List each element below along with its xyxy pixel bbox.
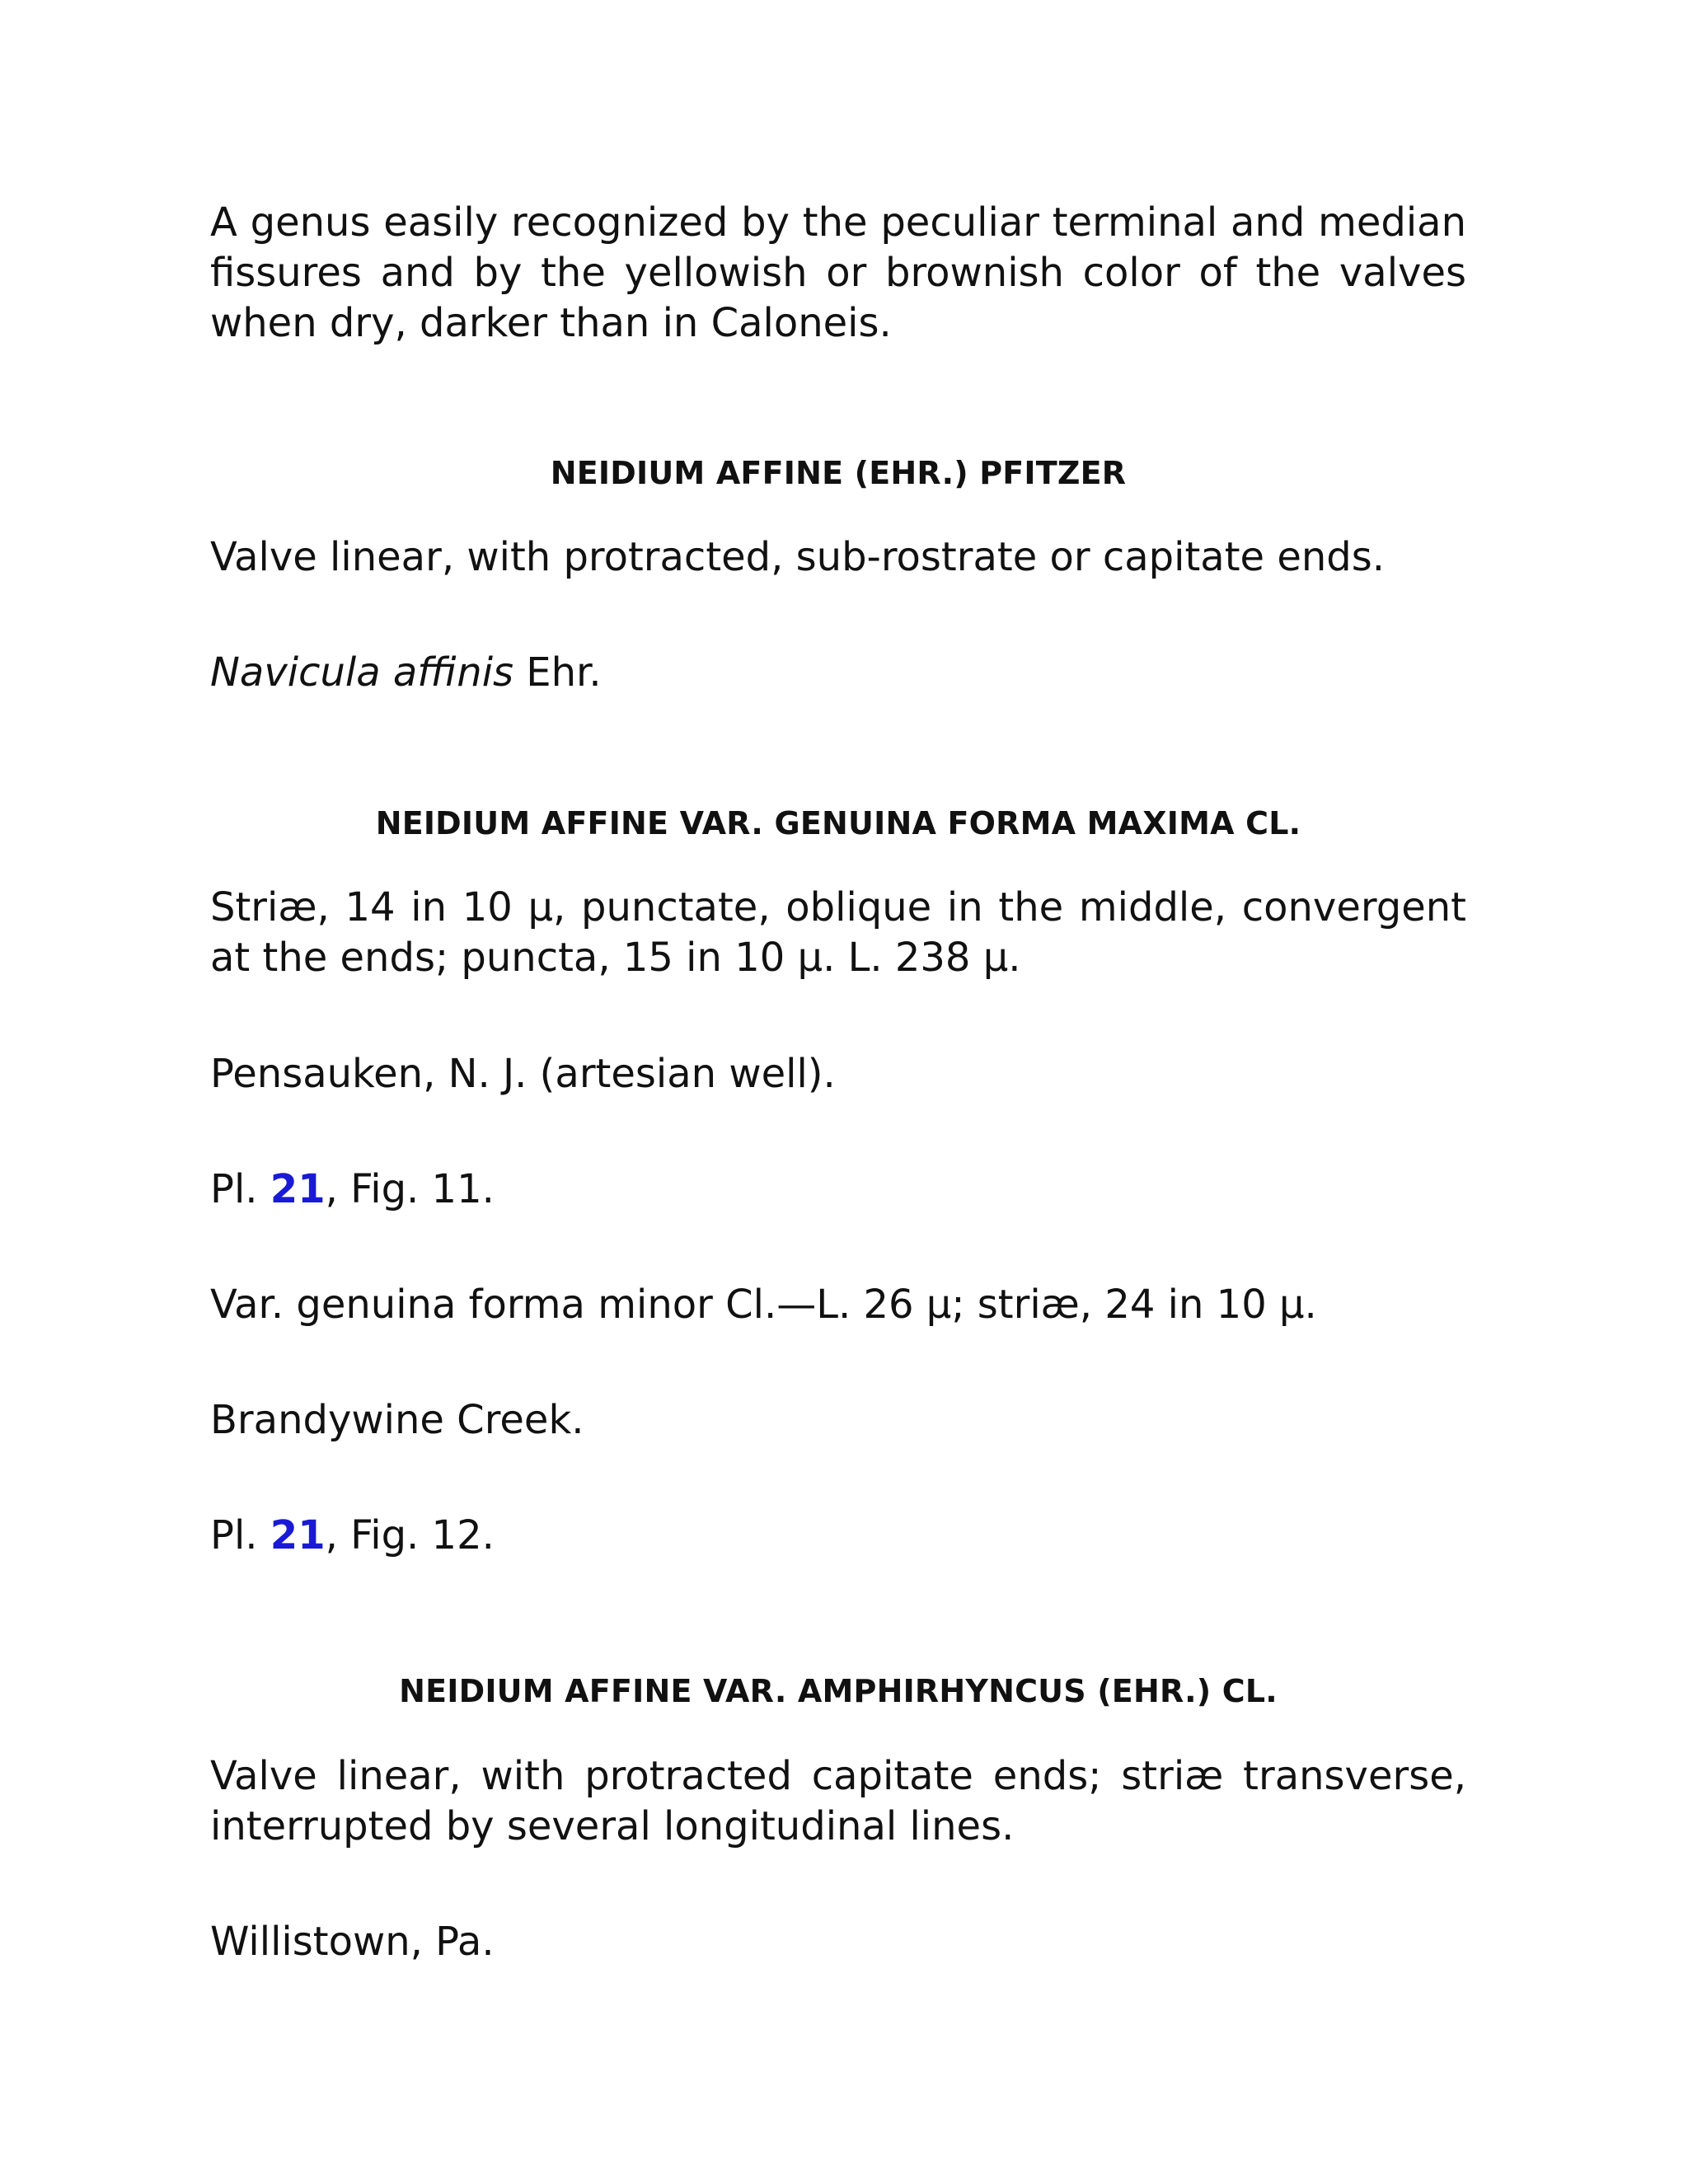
species-heading-affine: NEIDIUM AFFINE (EHR.) PFITZER <box>550 455 1127 491</box>
locality-willistown: Willistown, Pa. <box>210 1919 495 1965</box>
plate-21-link[interactable]: 21 <box>270 1512 326 1558</box>
species-description-genuina-maxima: Striæ, 14 in 10 μ, punctate, oblique in the middle, convergent at the ends; puncta, 15 in 10 μ. L. 238 μ. <box>210 884 1466 981</box>
plate-reference-fig12 <box>210 1511 1466 1561</box>
synonym-line <box>210 648 1466 698</box>
locality-brandywine: Brandywine Creek. <box>210 1397 584 1443</box>
genus-intro-paragraph: A genus easily recognized by the peculiar terminal and median fissures and by the yellowish or brownish color of the valves when dry, darker than in Caloneis. <box>210 199 1466 346</box>
species-heading-genuina-maxima: NEIDIUM AFFINE VAR. GENUINA FORMA MAXIMA CL. <box>375 805 1301 841</box>
locality-pensauken: Pensauken, N. J. (artesian well). <box>210 1051 836 1097</box>
synonym-author: Ehr. <box>513 649 602 696</box>
plate-suffix: , Fig. 11. <box>325 1166 495 1212</box>
species-description-amphirhyncus: Valve linear, with protracted capitate ends; striæ transverse, interrupted by several longitudinal lines. <box>210 1753 1466 1849</box>
plate-suffix: , Fig. 12. <box>325 1512 495 1558</box>
species-heading-amphirhyncus: NEIDIUM AFFINE VAR. AMPHIRHYNCUS (EHR.) CL. <box>399 1673 1278 1709</box>
plate-prefix: Pl. <box>210 1166 270 1212</box>
plate-21-link[interactable]: 21 <box>270 1166 326 1212</box>
species-description-affine: Valve linear, with protracted, sub-rostrate or capitate ends. <box>210 534 1385 580</box>
plate-prefix: Pl. <box>210 1512 270 1558</box>
synonym-name: Navicula affinis <box>210 649 514 696</box>
variety-note-genuina-minor: Var. genuina forma minor Cl.—L. 26 μ; striæ, 24 in 10 μ. <box>210 1282 1317 1328</box>
plate-reference-fig11 <box>210 1165 1466 1215</box>
